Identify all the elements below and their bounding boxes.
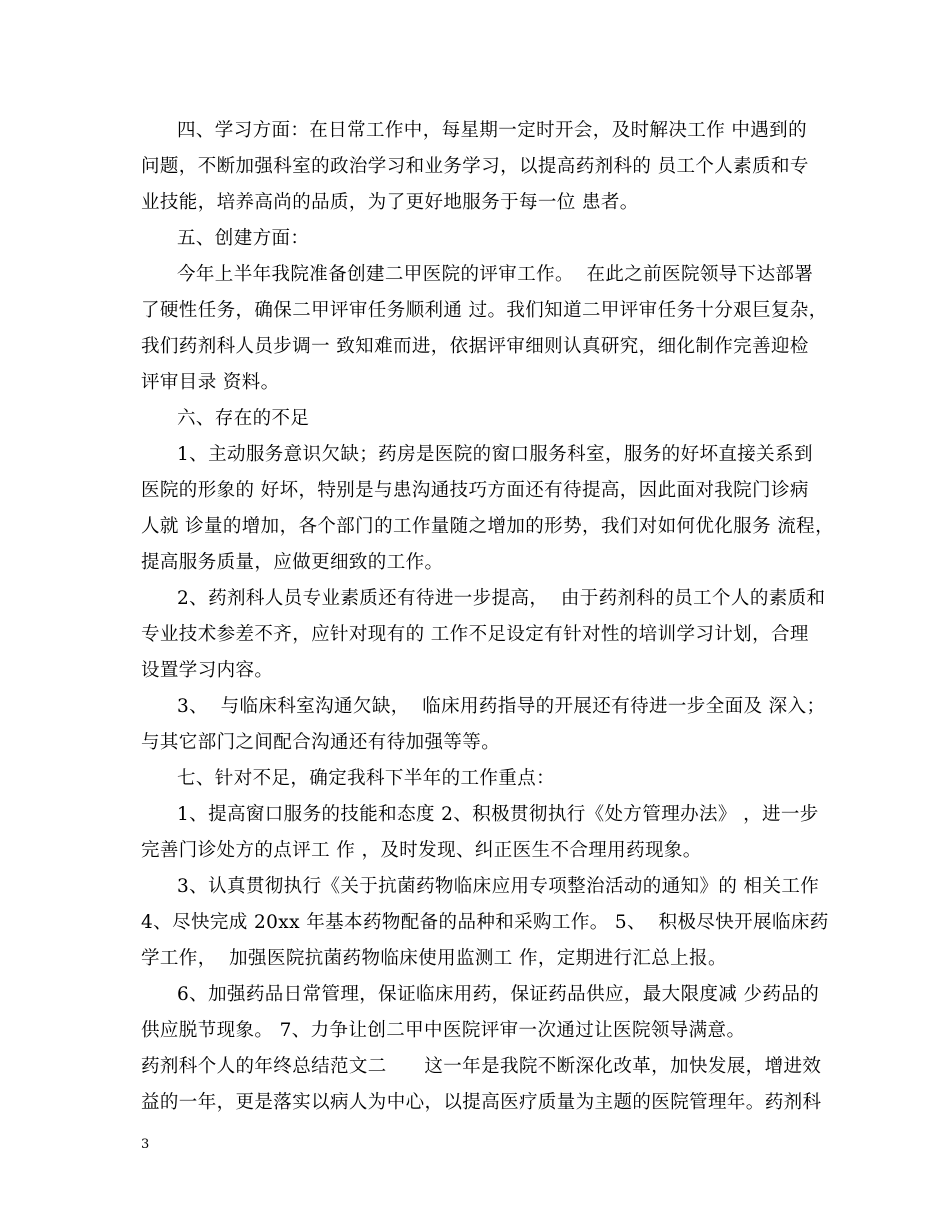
section-heading: 五、创建方面：: [177, 228, 310, 249]
paragraph-line: 提高服务质量，应做更细致的工作。: [141, 552, 444, 573]
paragraph-line: 医院的形象的 好坏，特别是与患沟通技巧方面还有待提高，因此面对我院门诊病: [141, 480, 809, 501]
paragraph-line: 设置学习内容。: [141, 660, 274, 681]
paragraph-line: 我们药剂科人员步调一 致知难而进，依据评审细则认真研究，细化制作完善迎检: [141, 336, 809, 357]
page-number: 3: [141, 1137, 150, 1152]
paragraph-line: 3、 与临床科室沟通欠缺， 临床用药指导的开展还有待进一步全面及 深入；: [177, 696, 826, 717]
paragraph-line: 6、加强药品日常管理，保证临床用药，保证药品供应，最大限度减 少药品的: [177, 984, 820, 1005]
paragraph-line: 4、尽快完成 20xx 年基本药物配备的品种和采购工作。 5、 积极尽快开展临床药: [141, 912, 829, 933]
paragraph-line: 益的一年，更是落实以病人为中心，以提高医疗质量为主题的医院管理年。药剂科: [141, 1092, 822, 1113]
paragraph-line: 问题，不断加强科室的政治学习和业务学习，以提高药剂科的 员工个人素质和专: [141, 156, 809, 177]
paragraph-line: 学工作， 加强医院抗菌药物临床使用监测工 作，定期进行汇总上报。: [141, 948, 727, 969]
paragraph-line: 人就 诊量的增加，各个部门的工作量随之增加的形势，我们对如何优化服务 流程，: [141, 516, 834, 537]
paragraph-line: 2、药剂科人员专业素质还有待进一步提高， 由于药剂科的员工个人的素质和: [177, 588, 826, 609]
paragraph-line: 评审目录 资料。: [141, 372, 280, 393]
paragraph-line: 药剂科个人的年终总结范文二 这一年是我院不断深化改革，加快发展，增进效: [141, 1056, 822, 1077]
paragraph-line: 与其它部门之间配合沟通还有待加强等等。: [141, 732, 501, 753]
paragraph-line: 专业技术参差不齐，应针对现有的 工作不足设定有针对性的培训学习计划，合理: [141, 624, 809, 645]
paragraph-line: 四、学习方面：在日常工作中，每星期一定时开会，及时解决工作 中遇到的: [177, 120, 807, 141]
paragraph-line: 完善门诊处方的点评工 作 ，及时发现、纠正医生不合理用药现象。: [141, 840, 702, 861]
section-heading: 七、针对不足，确定我科下半年的工作重点：: [177, 768, 556, 789]
paragraph-line: 供应脱节现象。 7、力争让创二甲中医院评审一次通过让医院领导满意。: [141, 1020, 746, 1041]
paragraph-line: 1、提高窗口服务的技能和态度 2、积极贯彻执行《处方管理办法》 ，进一步: [177, 804, 819, 825]
paragraph-line: 1、主动服务意识欠缺；药房是医院的窗口服务科室，服务的好坏直接关系到: [177, 444, 813, 465]
paragraph-line: 今年上半年我院准备创建二甲医院的评审工作。 在此之前医院领导下达部署: [177, 264, 814, 285]
paragraph-line: 3、认真贯彻执行《关于抗菌药物临床应用专项整治活动的通知》的 相关工作: [177, 876, 820, 897]
paragraph-line: 业技能，培养高尚的品质，为了更好地服务于每一位 患者。: [141, 192, 639, 213]
section-heading: 六、存在的不足: [177, 408, 310, 429]
paragraph-line: 了硬性任务，确保二甲评审任务顺利通 过。我们知道二甲评审任务十分艰巨复杂，: [141, 300, 828, 321]
